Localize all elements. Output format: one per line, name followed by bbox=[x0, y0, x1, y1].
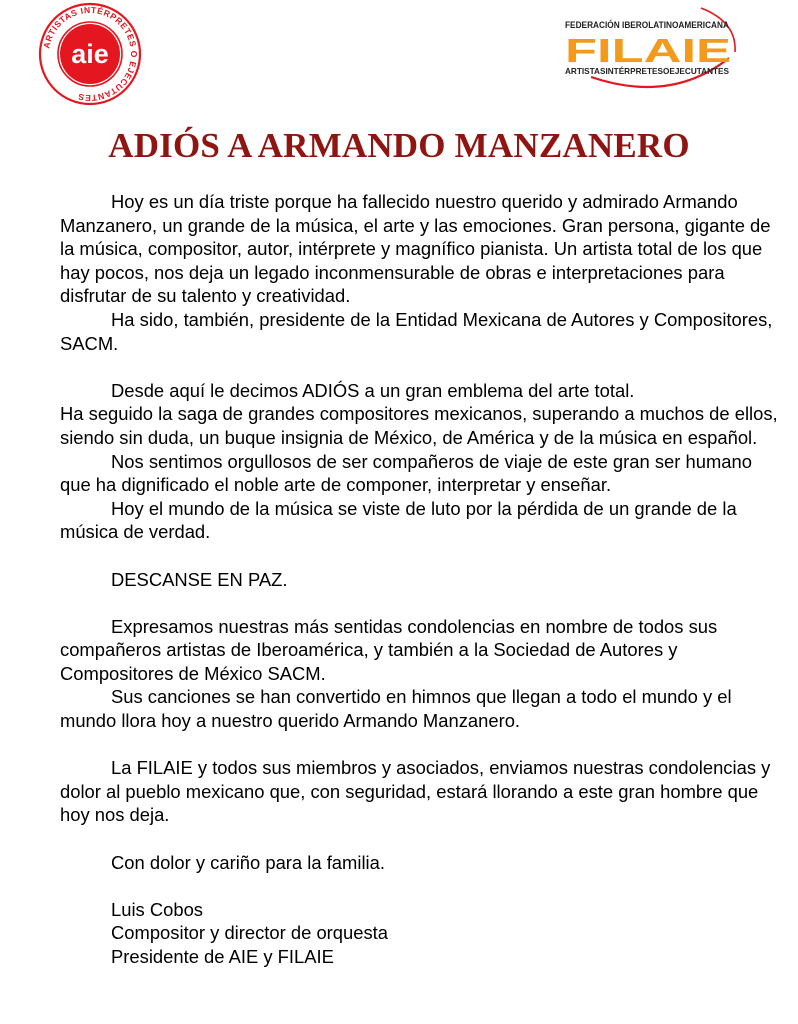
aie-logo bbox=[36, 0, 144, 108]
paragraph: Expresamos nuestras más sentidas condolencias en nombre de todos sus compañeros artistas de Iberoamérica, y también a la Sociedad de Autores y Compositores de México SACM. bbox=[60, 615, 718, 684]
paragraph: Ha sido, también, presidente de la Entidad Mexicana de Autores y Compositores, SACM. bbox=[60, 308, 773, 354]
signature bbox=[60, 898, 780, 969]
filaie-bottom-text: ARTISTASINTÉRPRETESOEJECUTANTES bbox=[565, 67, 729, 76]
paragraph: Sus canciones se han convertido en himnos que llegan a todo el mundo y el mundo llora hoy a nuestro querido Armando Manzanero. bbox=[60, 686, 732, 732]
signature-role: Compositor y director de orquesta bbox=[111, 922, 389, 944]
aie-ring-text: ARTISTAS INTÉRPRETES O EJECUTANTES bbox=[41, 4, 140, 104]
paragraph: Ha seguido la saga de grandes compositores mexicanos, superando a muchos de ellos, siendo sin duda, un buque insignia de México, de América y de la música en español. bbox=[60, 403, 778, 448]
paragraph: Nos sentimos orgullosos de ser compañeros de viaje de este gran ser humano que ha dignificado el noble arte de componer, interpretar y enseñar. bbox=[60, 450, 752, 496]
paragraph: DESCANSE EN PAZ. bbox=[111, 568, 288, 590]
paragraph: Hoy el mundo de la música se viste de luto por la pérdida de un grande de la música de verdad. bbox=[60, 497, 737, 543]
paragraph: Hoy es un día triste porque ha fallecido nuestro querido y admirado Armando Manzanero, un grande de la música, el arte y las emociones. Gran persona, gigante de la música, compositor, autor, intérprete y magnífico pianista. Un artista total de los que hay pocos, nos deja un legado inconmensurable de obras e interpretaciones para disfrutar de su talento y creatividad. bbox=[60, 191, 771, 307]
letter-body bbox=[60, 190, 780, 969]
paragraph: La FILAIE y todos sus miembros y asociados, enviamos nuestras condolencias y dolor al pueblo mexicano que, con seguridad, estará llorando a este gran hombre que hoy nos deja. bbox=[60, 757, 771, 826]
filaie-main-text: FILAIE bbox=[565, 32, 731, 69]
paragraph: Desde aquí le decimos ADIÓS a un gran emblema del arte total. bbox=[111, 379, 635, 401]
filaie-top-text: FEDERACIÓN IBEROLATINOAMERICANA bbox=[565, 20, 741, 31]
signature-position: Presidente de AIE y FILAIE bbox=[111, 946, 334, 967]
signature-name: Luis Cobos bbox=[111, 898, 204, 920]
aie-logo-text: aie bbox=[71, 39, 109, 69]
page-title: ADIÓS A ARMANDO MANZANERO bbox=[108, 126, 690, 165]
paragraph: Con dolor y cariño para la familia. bbox=[111, 851, 385, 873]
filaie-logo bbox=[561, 0, 741, 90]
